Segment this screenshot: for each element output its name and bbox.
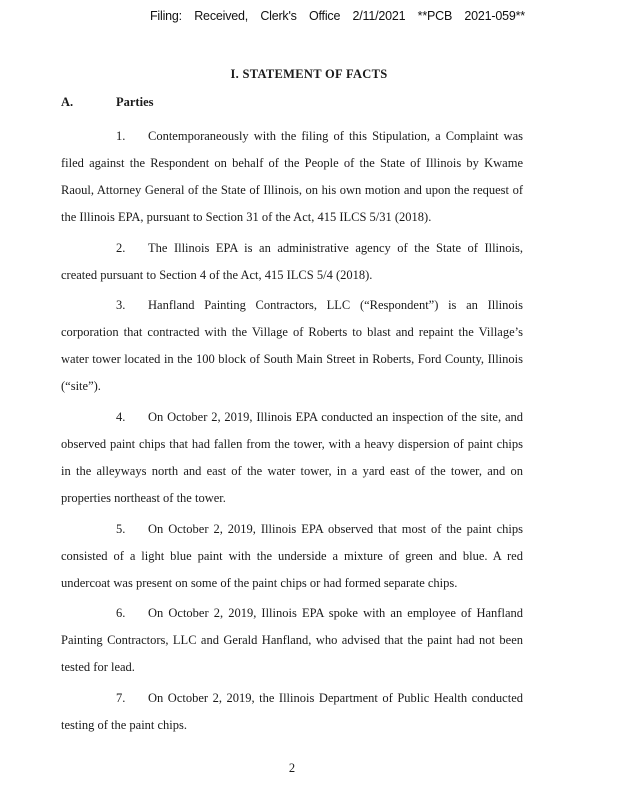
paragraph-7 [61,685,523,739]
paragraph-text: The Illinois EPA is an administrative agency of the State of Illinois, created pursuant to Section 4 of the Act, 415 ILCS 5/4 (2018). [61,240,523,282]
subsection-letter: A. [61,95,74,109]
clerk-office-label: Clerk's Office [260,9,341,23]
paragraph-text: Hanfland Painting Contractors, LLC (“Respondent”) is an Illinois corporation that contracted with the Village of Roberts to blast and repaint the Village’s water tower located in the 100 block of South Main Street in Roberts, Ford County, Illinois (“site”). [61,298,523,394]
paragraph-number: 5. [116,521,126,536]
paragraph-text: On October 2, 2019, Illinois EPA observed that most of the paint chips consisted of a light blue paint with the underside a mixture of green and blue. A red undercoat was present on some of the paint chips or had formed separate chips. [61,521,523,590]
paragraph-6 [61,600,523,681]
subsection-label: Parties [116,95,154,109]
paragraph-number: 2. [116,240,126,255]
paragraph-5 [61,516,523,597]
paragraph-number: 3. [116,298,126,313]
paragraph-text: On October 2, 2019, the Illinois Department of Public Health conducted testing of the paint chips. [61,691,523,733]
body-text [61,123,523,796]
paragraph-1 [61,123,523,231]
filing-label: Filing: [150,9,182,23]
paragraph-2 [61,235,523,289]
paragraph-text: On October 2, 2019, Illinois EPA spoke with an employee of Hanfland Painting Contractors, LLC and Gerald Hanfland, who advised that the paint had not been tested for lead. [61,606,523,675]
filing-stamp-header [150,9,525,23]
subsection-heading [61,95,153,110]
paragraph-number: 6. [116,606,126,621]
paragraph-number: 7. [116,691,126,706]
paragraph-text: Contemporaneously with the filing of this Stipulation, a Complaint was filed against the Respondent on behalf of the People of the State of Illinois by Kwame Raoul, Attorney General of the State of Illinois, on his own motion and upon the request of the Illinois EPA, pursuant to Section 31 of the Act, 415 ILCS 5/31 (2018). [61,129,523,224]
paragraph-number: 4. [116,410,126,425]
received-label: Received, [194,9,249,23]
filing-date: 2/11/2021 [352,9,406,23]
paragraph-3 [61,292,523,400]
section-title: I. STATEMENT OF FACTS [230,67,388,81]
paragraph-text: On October 2, 2019, Illinois EPA conducted an inspection of the site, and observed paint chips that had fallen from the tower, with a heavy dispersion of paint chips in the alleyways north and east of the water tower, in a yard east of the tower, and on properties northeast of the tower. [61,410,523,505]
paragraph-4 [61,404,523,512]
paragraph-number: 1. [116,129,126,143]
case-number: **PCB 2021-059** [417,9,525,23]
page-number: 2 [288,760,296,775]
